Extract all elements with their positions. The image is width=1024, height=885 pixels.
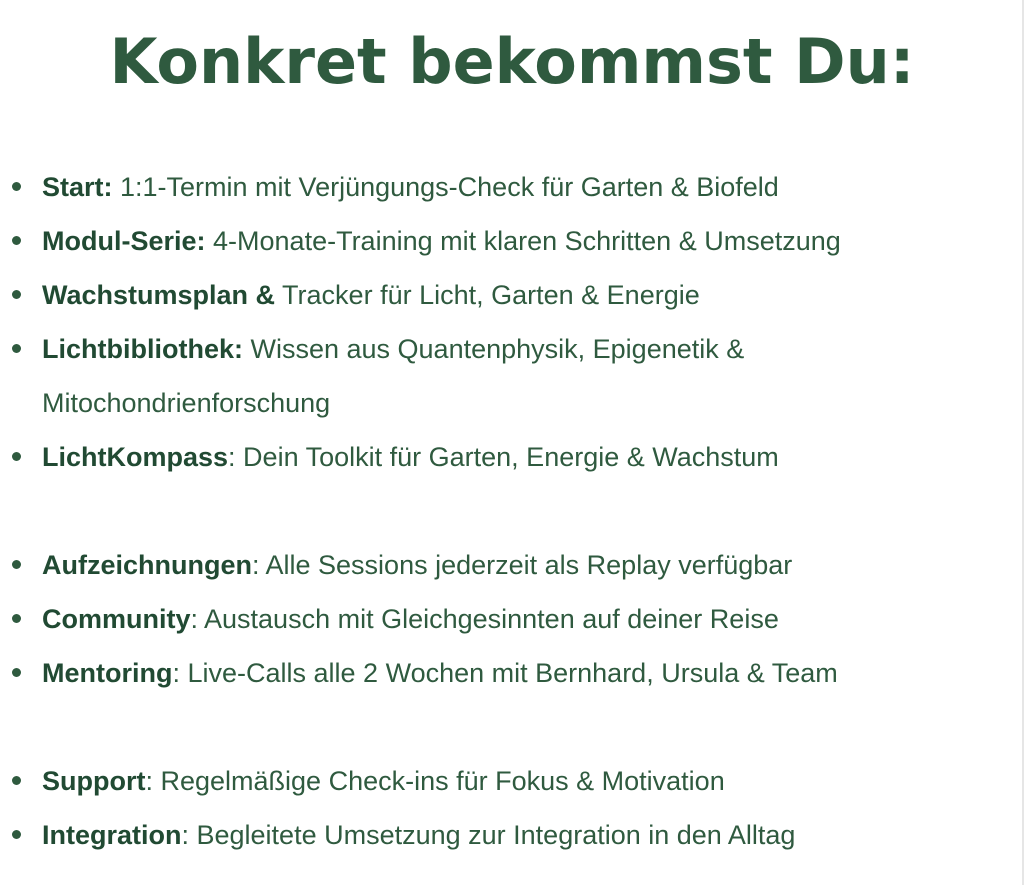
bullet-icon	[12, 236, 21, 245]
bullet-icon	[12, 830, 21, 839]
item-text: 1:1-Termin mit Verjüngungs-Check für Garten & Biofeld	[112, 172, 779, 202]
item-label: Lichtbibliothek:	[42, 334, 243, 364]
item-text: Tracker für Licht, Garten & Energie	[275, 280, 700, 310]
item-text: : Alle Sessions jederzeit als Replay verfügbar	[252, 550, 793, 580]
item-text: : Regelmäßige Check-ins für Fokus & Motivation	[145, 766, 725, 796]
list-item-mentoring	[0, 646, 1020, 700]
list-item-integration	[0, 808, 1020, 862]
item-text: : Dein Toolkit für Garten, Energie & Wachstum	[228, 442, 779, 472]
item-text: Wissen aus Quantenphysik, Epigenetik &	[242, 334, 745, 364]
bullet-icon	[12, 452, 21, 461]
bullet-icon	[12, 290, 21, 299]
item-label: Start:	[42, 172, 113, 202]
list-item-lichtkompass	[0, 430, 1020, 484]
bullet-icon	[12, 614, 21, 623]
item-text: : Austausch mit Gleichgesinnten auf deiner Reise	[190, 604, 779, 634]
list-item-lichtbibliothek	[0, 322, 1020, 430]
item-label: Community	[42, 604, 191, 634]
item-text-continued: Mitochondrienforschung	[42, 388, 331, 418]
benefits-list	[0, 160, 1020, 862]
page-title: Konkret bekommst Du:	[109, 25, 915, 98]
list-item-wachstumsplan	[0, 268, 1020, 322]
group-spacer	[0, 700, 1020, 754]
bullet-icon	[12, 776, 21, 785]
item-label: Integration	[42, 820, 182, 850]
bullet-icon	[12, 344, 21, 353]
list-item-aufzeichnungen	[0, 538, 1020, 592]
bullet-icon	[12, 668, 21, 677]
item-label: Support	[42, 766, 146, 796]
bullet-icon	[12, 182, 21, 191]
item-label: Mentoring	[42, 658, 173, 688]
list-item-modul-serie	[0, 214, 1020, 268]
item-text: : Live-Calls alle 2 Wochen mit Bernhard, Ursula & Team	[172, 658, 838, 688]
bullet-icon	[12, 560, 21, 569]
item-label: Aufzeichnungen	[42, 550, 252, 580]
item-label: Modul-Serie:	[42, 226, 206, 256]
list-item-community	[0, 592, 1020, 646]
item-label: Wachstumsplan &	[42, 280, 276, 310]
group-spacer	[0, 484, 1020, 538]
list-item-start	[0, 160, 1020, 214]
item-text: 4-Monate-Training mit klaren Schritten & Umsetzung	[205, 226, 841, 256]
item-label: LichtKompass	[42, 442, 229, 472]
item-text: : Begleitete Umsetzung zur Integration in den Alltag	[181, 820, 796, 850]
list-item-support	[0, 754, 1020, 808]
